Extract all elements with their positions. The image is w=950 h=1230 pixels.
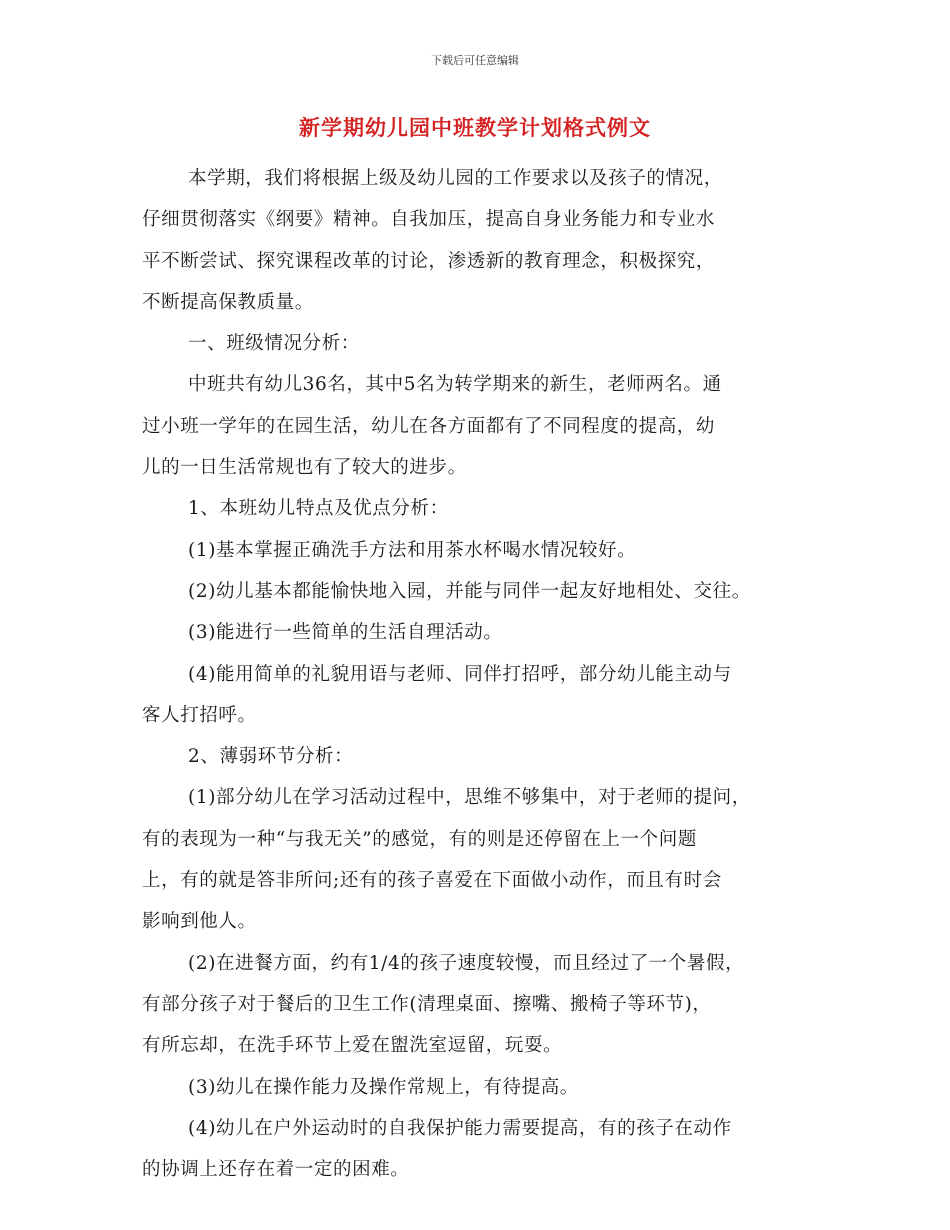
text-line: 不断提高保教质量。 [142, 291, 314, 313]
header-note: 下载后可任意编辑 [431, 54, 519, 67]
text-line: 中班共有幼儿36名，其中5名为转学期来的新生，老师两名。通 [188, 374, 722, 396]
text-line: 1、本班幼儿特点及优点分析： [188, 498, 449, 520]
text-line: (3)幼儿在操作能力及操作常规上，有待提高。 [188, 1076, 579, 1098]
text-line: (1)部分幼儿在学习活动过程中，思维不够集中，对于老师的提问， [188, 787, 751, 809]
text-line: 儿的一日生活常规也有了较大的进步。 [142, 457, 467, 479]
text-line: (4)能用简单的礼貌用语与老师、同伴打招呼，部分幼儿能主动与 [188, 663, 732, 685]
text-line: 客人打招呼。 [142, 704, 257, 726]
text-line: 有的表现为一种“与我无关”的感觉，有的则是还停留在上一个问题 [142, 828, 697, 850]
text-line: (3)能进行一些简单的生活自理活动。 [188, 622, 503, 644]
text-line: 过小班一学年的在园生活，幼儿在各方面都有了不同程度的提高，幼 [142, 415, 716, 437]
document-title: 新学期幼儿园中班教学计划格式例文 [299, 116, 651, 140]
text-line: 上，有的就是答非所问;还有的孩子喜爱在下面做小动作，而且有时会 [142, 870, 722, 892]
text-line: 2、薄弱环节分析： [188, 746, 354, 768]
text-line: (2)幼儿基本都能愉快地入园，并能与同伴一起友好地相处、交往。 [188, 580, 751, 602]
text-line: 平不断尝试、探究课程改革的讨论，渗透新的教育理念，积极探究， [142, 250, 716, 272]
text-line: (4)幼儿在户外运动时的自我保护能力需要提高，有的孩子在动作 [188, 1117, 732, 1139]
text-line: 有部分孩子对于餐后的卫生工作(清理桌面、擦嘴、搬椅子等环节)， [142, 993, 712, 1015]
text-line: (2)在进餐方面，约有1/4的孩子速度较慢，而且经过了一个暑假， [188, 952, 745, 974]
text-line: 一、班级情况分析： [188, 333, 360, 355]
text-line: 有所忘却，在洗手环节上爱在盥洗室逗留，玩耍。 [142, 1035, 563, 1057]
text-line: 本学期，我们将根据上级及幼儿园的工作要求以及孩子的情况， [188, 168, 723, 189]
document-body [142, 158, 822, 1190]
text-line: (1)基本掌握正确洗手方法和用茶水杯喝水情况较好。 [188, 539, 637, 561]
text-line: 影响到他人。 [142, 911, 257, 933]
text-line: 的协调上还存在着一定的困难。 [142, 1159, 410, 1181]
text-line: 仔细贯彻落实《纲要》精神。自我加压，提高自身业务能力和专业水 [142, 209, 716, 231]
